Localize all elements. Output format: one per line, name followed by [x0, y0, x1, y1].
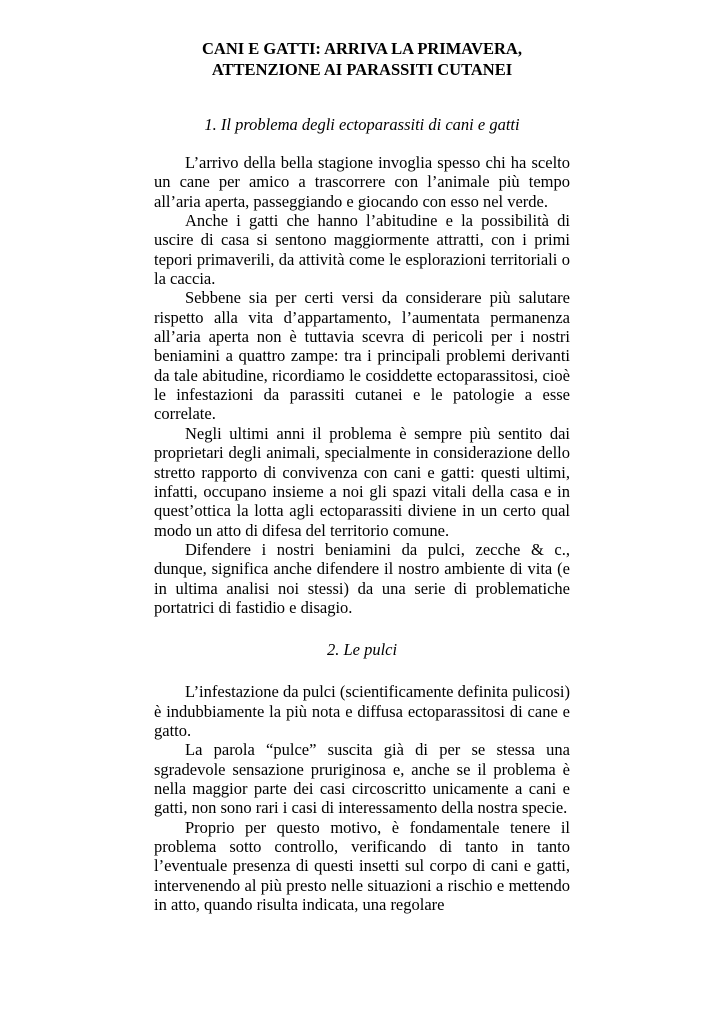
- document-title-line-2: ATTENZIONE AI PARASSITI CUTANEI: [211, 60, 513, 79]
- paragraph: L’arrivo della bella stagione invoglia spesso chi ha scelto un cane per amico a trascorrere con l’animale più tempo all’aria aperta, passeggiando e giocando con esso nel verde.: [154, 153, 570, 211]
- paragraph: Anche i gatti che hanno l’abitudine e la possibilità di uscire di casa si sentono maggiormente attratti, con i primi tepori primaverili, da attività come le esplorazioni territoriali o la caccia.: [154, 211, 570, 289]
- paragraph: Negli ultimi anni il problema è sempre più sentito dai proprietari degli animali, specialmente in considerazione dello stretto rapporto di convivenza con cani e gatti: questi ultimi, infatti, occupano insieme a noi gli spazi vitali della casa e in quest’ottica la lotta agli ectoparassiti diviene in un certo qual modo un atto di difesa del territorio comune.: [154, 423, 570, 540]
- section-heading-fleas: 2. Le pulci: [326, 640, 398, 660]
- paragraph: Sebbene sia per certi versi da considerare più salutare rispetto alla vita d’appartamento, l’aumentata permanenza all’aria aperta non è tuttavia scevra di pericoli per i nostri beniamini a quattro zampe: tra i principali problemi derivanti da tale abitudine, ricordiamo le cosiddette ectoparassitosi, cioè le infestazioni da parassiti cutanei e le patologie a esse correlate.: [154, 288, 570, 424]
- paragraph: La parola “pulce” suscita già di per se stessa una sgradevole sensazione pruriginosa e, anche se il problema è nella maggior parte dei casi circoscritto unicamente a cani e gatti, non sono rari i casi di interessamento della nostra specie.: [154, 740, 570, 818]
- document-page: [154, 38, 570, 914]
- paragraph: Difendere i nostri beniamini da pulci, zecche & c., dunque, significa anche difendere il nostro ambiente di vita (e in ultima analisi noi stessi) da una serie di problematiche portatrici di fastidio e disagio.: [154, 539, 570, 617]
- paragraph: Proprio per questo motivo, è fondamentale tenere il problema sotto controllo, verificando di tanto in tanto l’eventuale presenza di questi insetti sul corpo di cani e gatti, intervenendo al più presto nelle situazioni a rischio e mettendo in atto, quando risulta indicata, una regolare: [154, 817, 570, 915]
- paragraph: L’infestazione da pulci (scientificamente definita pulicosi) è indubbiamente la più nota e diffusa ectoparassitosi di cane e gatto.: [154, 682, 570, 740]
- document-title-line-1: CANI E GATTI: ARRIVA LA PRIMAVERA,: [202, 39, 522, 58]
- section-heading-ectoparasites: 1. Il problema degli ectoparassiti di cani e gatti: [204, 115, 520, 134]
